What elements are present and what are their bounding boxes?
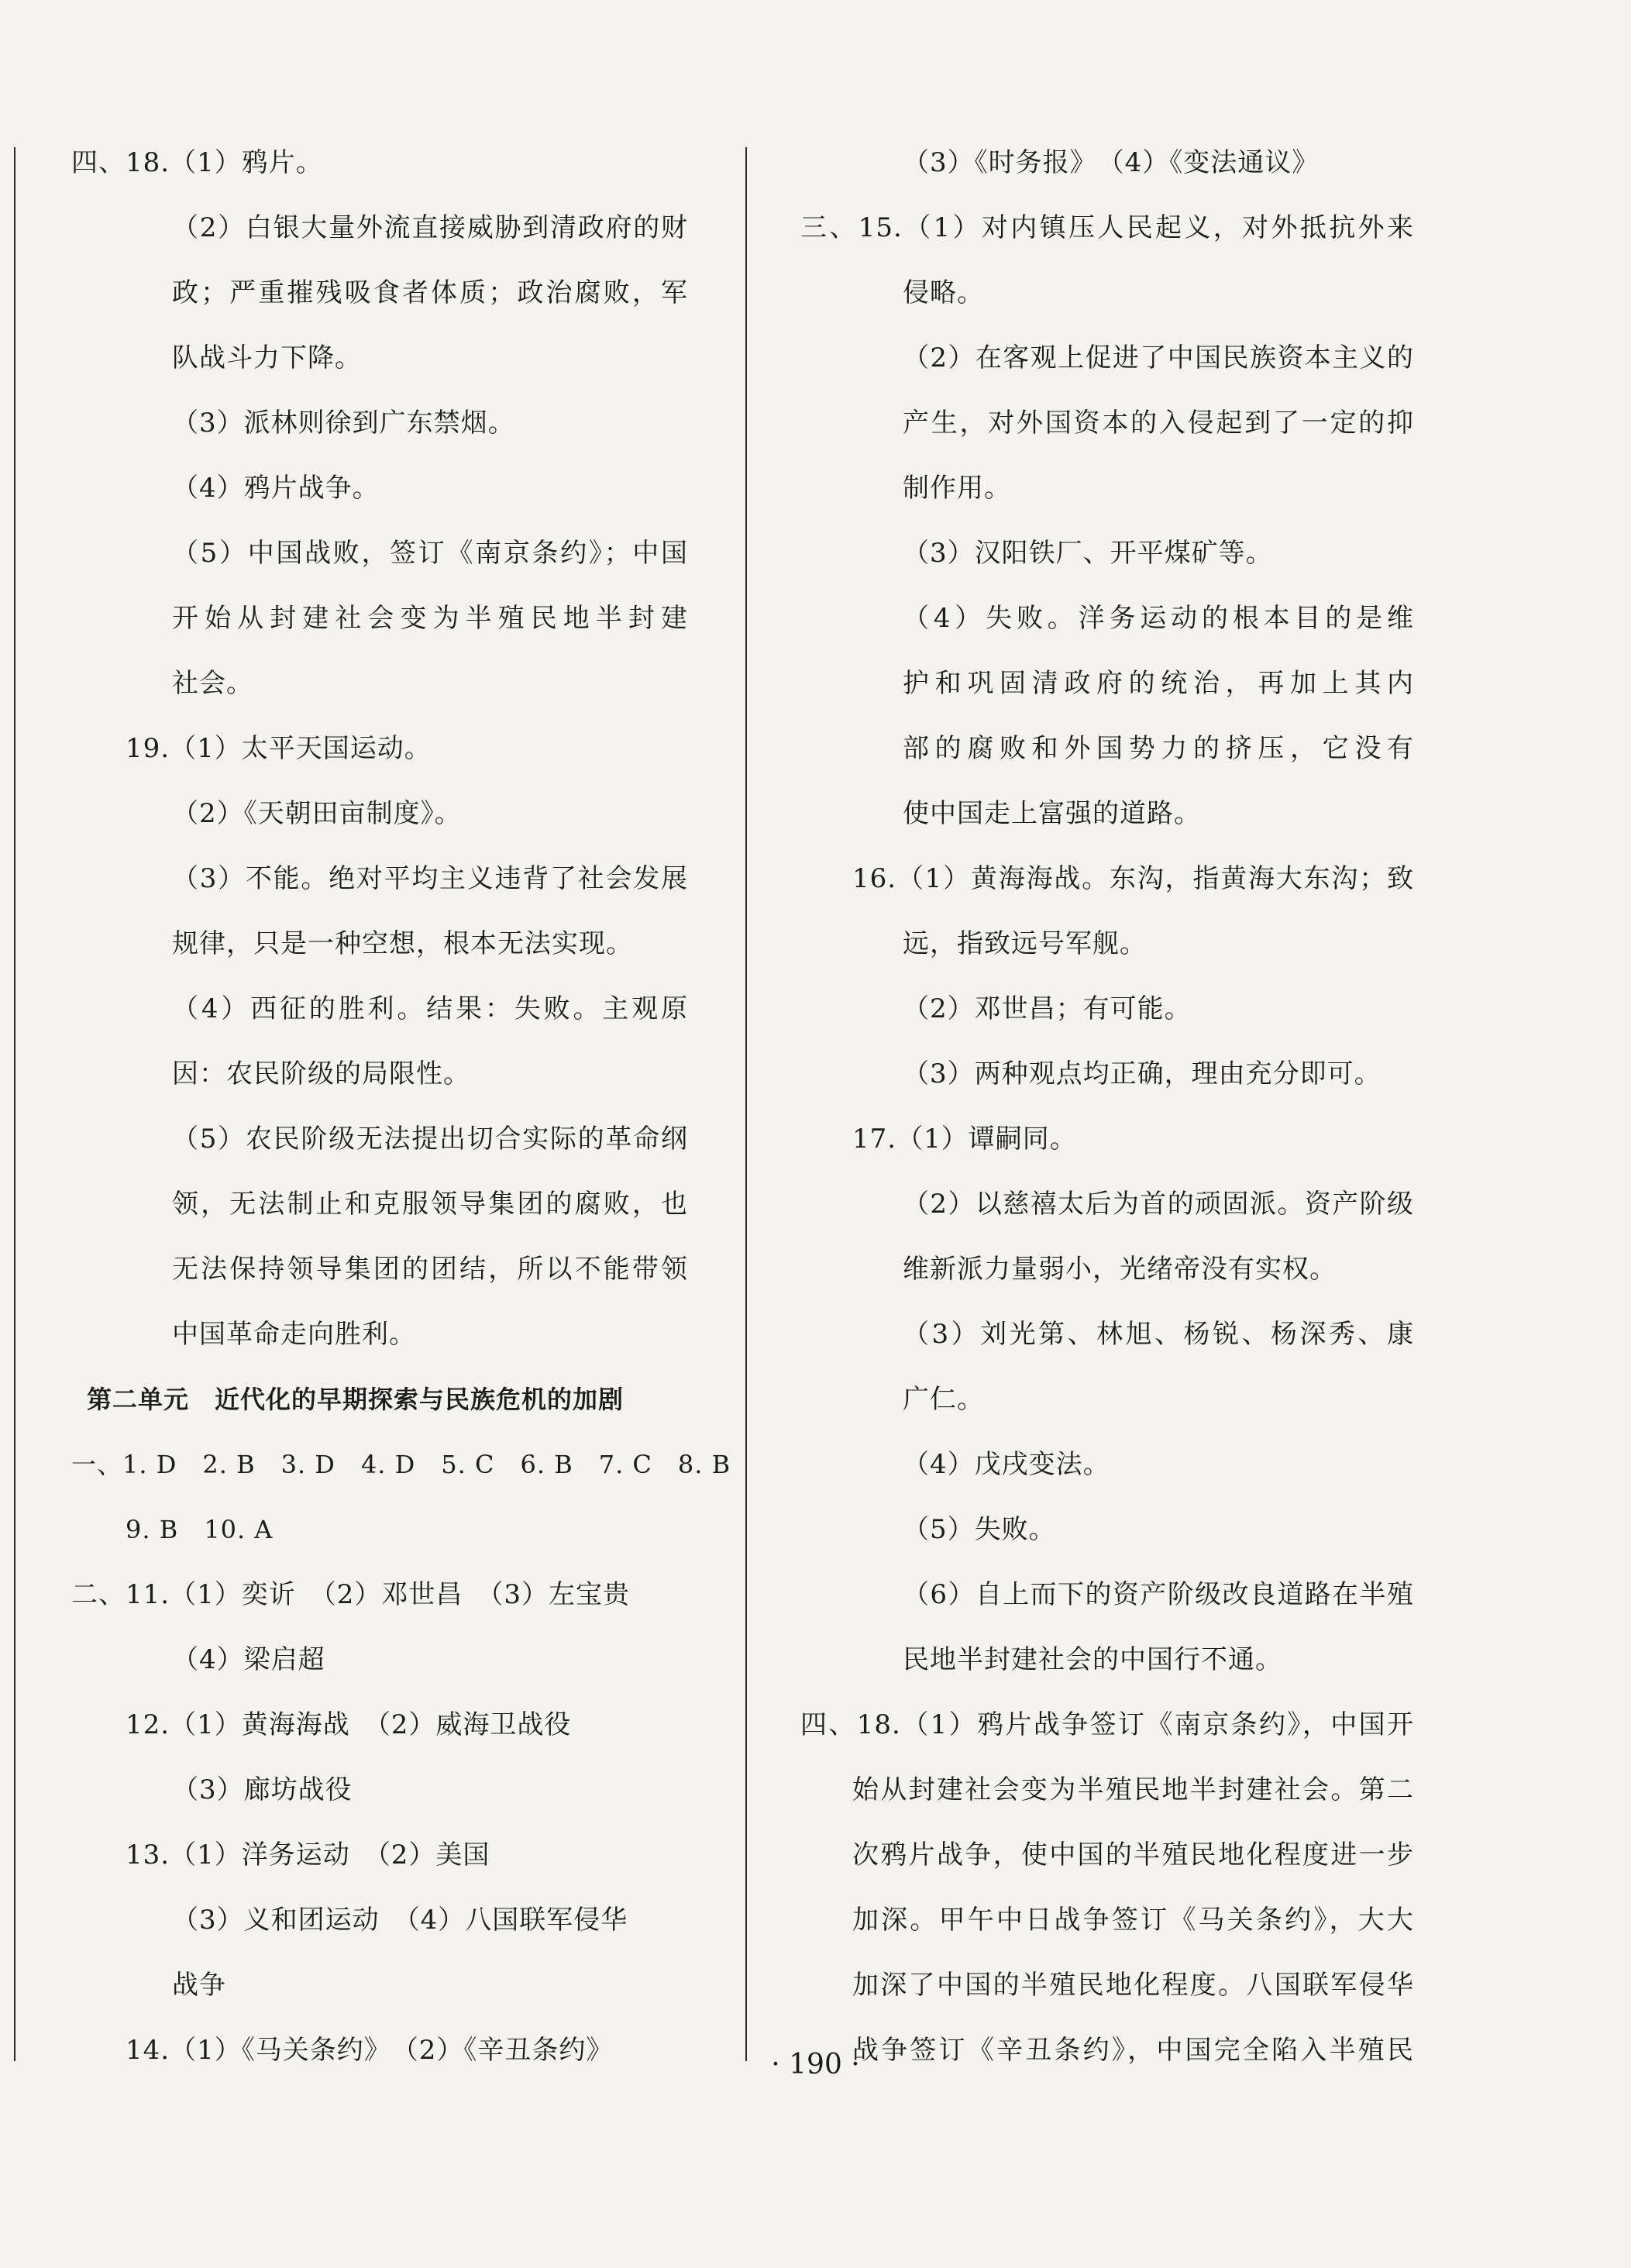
left-line-29: 战争 (172, 1970, 226, 2001)
left-line-6: （4）鸦片战争。 (172, 473, 380, 504)
left-line-2: （2）白银大量外流直接威胁到清政府的财 (172, 212, 688, 243)
left-line-28: （3）义和团运动 （4）八国联军侵华 (172, 1905, 628, 1936)
right-line-19: （3）刘光第、林旭、杨锐、杨深秀、康 (903, 1319, 1414, 1350)
right-line-26: 始从封建社会变为半殖民地半封建社会。第二 (852, 1774, 1414, 1805)
right-line-13: 远，指致远号军舰。 (903, 928, 1147, 959)
left-line-18: 无法保持领导集团的团结，所以不能带领 (172, 1254, 688, 1285)
right-line-17: （2）以慈禧太后为首的顽固派。资产阶级 (903, 1189, 1414, 1220)
left-line-3: 政；严重摧残吸食者体质；政治腐败，军 (172, 277, 688, 308)
right-line-6: 制作用。 (903, 473, 1011, 504)
left-line-16: （5）农民阶级无法提出切合实际的革命纲 (172, 1124, 688, 1155)
left-line-4: 队战斗力下降。 (172, 342, 362, 373)
right-line-20: 广仁。 (903, 1384, 984, 1415)
left-line-25: 12.（1）黄海海战 （2）威海卫战役 (126, 1709, 572, 1740)
center-divider-rule (745, 147, 747, 2061)
right-line-30: 战争签订《辛丑条约》，中国完全陷入半殖民 (852, 2035, 1414, 2066)
right-line-1: （3）《时务报》 （4）《变法通议》 (903, 147, 1320, 178)
left-line-14: （4）西征的胜利。结果：失败。主观原 (172, 993, 688, 1024)
right-line-2: 三、15.（1）对内镇压人民起义，对外抵抗外来 (800, 212, 1414, 243)
left-line-9: 社会。 (172, 668, 253, 699)
left-line-7: （5）中国战败，签订《南京条约》；中国 (172, 538, 688, 569)
right-line-27: 次鸦片战争，使中国的半殖民地化程度进一步 (852, 1840, 1414, 1870)
right-line-10: 部的腐败和外国势力的挤压，它没有 (903, 733, 1414, 764)
left-line-10: 19.（1）太平天国运动。 (126, 733, 432, 764)
left-line-11: （2）《天朝田亩制度》。 (172, 798, 462, 829)
right-line-12: 16.（1）黄海海战。东沟，指黄海大东沟；致 (852, 863, 1414, 894)
right-line-24: 民地半封建社会的中国行不通。 (903, 1644, 1282, 1675)
right-line-23: （6）自上而下的资产阶级改良道路在半殖 (903, 1579, 1414, 1610)
left-line-15: 因：农民阶级的局限性。 (172, 1058, 470, 1089)
page-number: · 190 · (771, 2049, 860, 2080)
right-line-11: 使中国走上富强的道路。 (903, 798, 1201, 829)
left-margin-rule (14, 147, 15, 2061)
right-line-14: （2）邓世昌；有可能。 (903, 993, 1192, 1024)
right-line-25: 四、18.（1）鸦片战争签订《南京条约》，中国开 (800, 1709, 1414, 1740)
left-line-19: 中国革命走向胜利。 (172, 1319, 416, 1350)
right-line-4: （2）在客观上促进了中国民族资本主义的 (903, 342, 1414, 373)
unit-two-heading: 第二单元 近代化的早期探索与民族危机的加剧 (87, 1385, 625, 1414)
right-line-18: 维新派力量弱小，光绪帝没有实权。 (903, 1254, 1337, 1285)
left-line-12: （3）不能。绝对平均主义违背了社会发展 (172, 863, 688, 894)
left-line-22: 9. B 10. A (126, 1515, 274, 1544)
left-line-21: 一、1. D 2. B 3. D 4. D 5. C 6. B 7. C 8. B (71, 1450, 731, 1479)
right-line-21: （4）戊戌变法。 (903, 1449, 1110, 1480)
left-line-30: 14.（1）《马关条约》 （2）《辛丑条约》 (126, 2035, 614, 2066)
left-line-8: 开始从封建社会变为半殖民地半封建 (172, 603, 688, 634)
right-line-22: （5）失败。 (903, 1514, 1056, 1545)
right-line-8: （4）失败。洋务运动的根本目的是维 (903, 603, 1414, 634)
left-line-23: 二、11.（1）奕䜣 （2）邓世昌 （3）左宝贵 (71, 1579, 630, 1610)
right-line-9: 护和巩固清政府的统治，再加上其内 (903, 668, 1414, 699)
left-line-24: （4）梁启超 (172, 1644, 325, 1675)
left-line-27: 13.（1）洋务运动 （2）美国 (126, 1840, 490, 1870)
left-line-5: （3）派林则徐到广东禁烟。 (172, 408, 515, 439)
left-line-1: 四、18.（1）鸦片。 (71, 147, 323, 178)
right-line-5: 产生，对外国资本的入侵起到了一定的抑 (903, 408, 1414, 439)
right-line-28: 加深。甲午中日战争签订《马关条约》，大大 (852, 1905, 1414, 1936)
left-line-26: （3）廊坊战役 (172, 1774, 353, 1805)
left-line-17: 领，无法制止和克服领导集团的腐败，也 (172, 1189, 688, 1220)
right-line-15: （3）两种观点均正确，理由充分即可。 (903, 1058, 1382, 1089)
right-line-3: 侵略。 (903, 277, 984, 308)
right-line-29: 加深了中国的半殖民地化程度。八国联军侵华 (852, 1970, 1414, 2001)
left-line-13: 规律，只是一种空想，根本无法实现。 (172, 928, 633, 959)
right-line-16: 17.（1）谭嗣同。 (852, 1124, 1077, 1155)
right-line-7: （3）汉阳铁厂、开平煤矿等。 (903, 538, 1273, 569)
